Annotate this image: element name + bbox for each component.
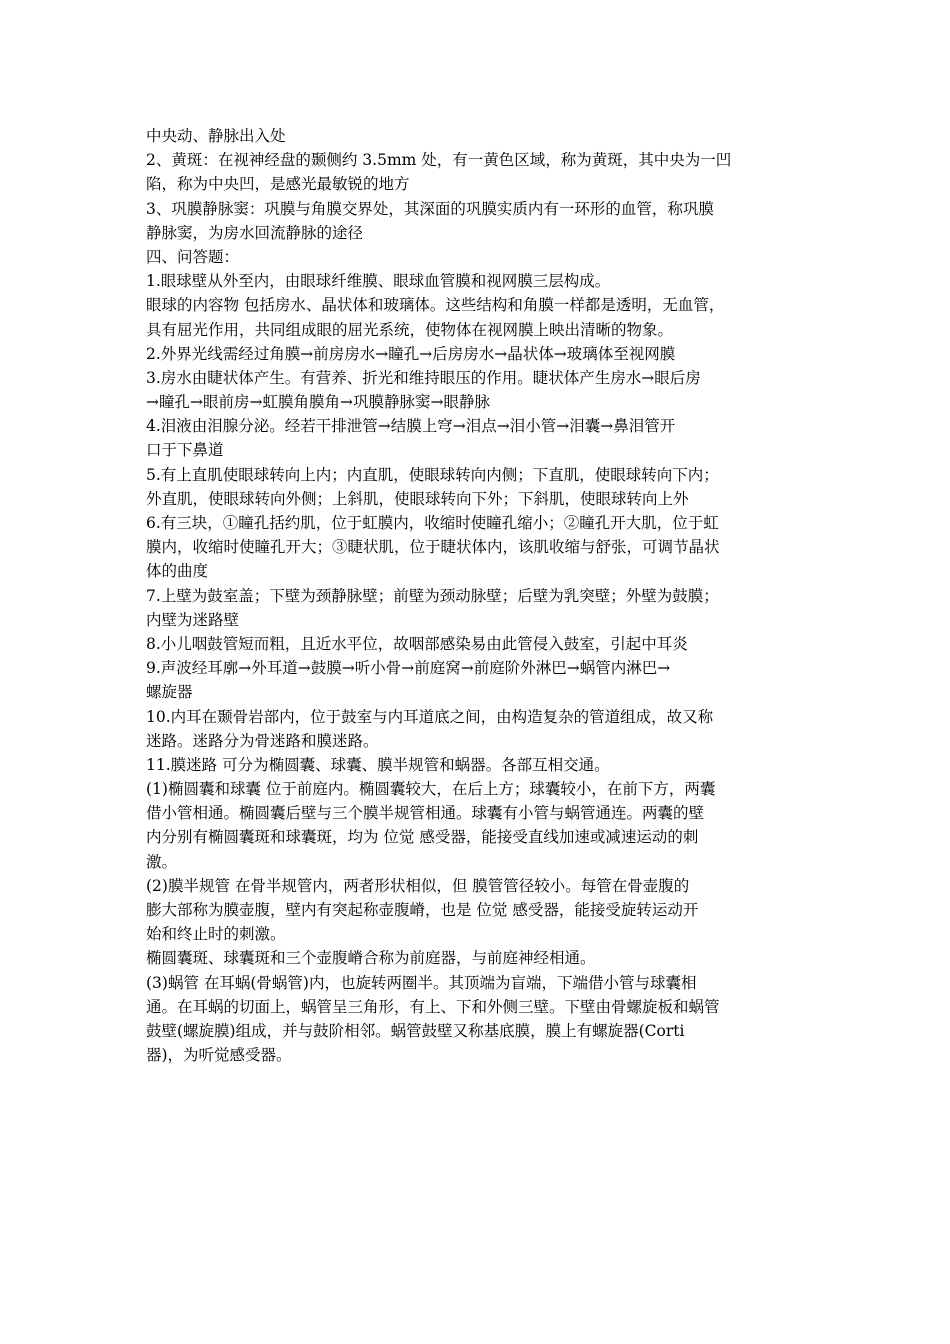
document-body: [146, 124, 826, 1067]
text-line: 1.眼球壁从外至内，由眼球纤维膜、眼球血管膜和视网膜三层构成。: [146, 272, 611, 291]
text-line: 借小管相通。椭圆囊后壁与三个膜半规管相通。球囊有小管与蜗管通连。两囊的壁: [146, 804, 705, 823]
text-line: 中央动、静脉出入处: [146, 127, 286, 145]
text-line: 10.内耳在颞骨岩部内，位于鼓室与内耳道底之间，由构造复杂的管道组成，故又称: [146, 707, 714, 726]
text-line: 11.膜迷路 可分为椭圆囊、球囊、膜半规管和蜗器。各部互相交通。: [146, 755, 610, 774]
text-line: 鼓壁(螺旋膜)组成，并与鼓阶相邻。蜗管鼓壁又称基底膜，膜上有螺旋器(Corti: [146, 1021, 685, 1040]
text-line: 膨大部称为膜壶腹，壁内有突起称壶腹嵴，也是 位觉 感受器，能接受旋转运动开: [146, 901, 699, 919]
text-line: 6.有三块，①瞳孔括约肌，位于虹膜内，收缩时使瞳孔缩小；②瞳孔开大肌，位于虹: [146, 514, 719, 532]
text-line: 9.声波经耳廓→外耳道→鼓膜→听小骨→前庭窝→前庭阶外淋巴→蜗管内淋巴→: [146, 659, 671, 678]
text-line: 体的曲度: [146, 562, 209, 581]
text-line: 四、问答题：: [146, 247, 240, 266]
text-line: 静脉窦，为房水回流静脉的途径: [146, 223, 364, 242]
text-line: (3)蜗管 在耳蜗(骨蜗管)内，也旋转两圈半。其顶端为盲端，下端借小管与球囊相: [146, 973, 697, 992]
text-line: 椭圆囊斑、球囊斑和三个壶腹嵴合称为前庭器，与前庭神经相通。: [146, 949, 596, 968]
text-line: 迷路。迷路分为骨迷路和膜迷路。: [146, 731, 379, 750]
text-line: 3.房水由睫状体产生。有营养、折光和维持眼压的作用。睫状体产生房水→眼后房: [146, 368, 701, 387]
text-line: 内分别有椭圆囊斑和球囊斑，均为 位觉 感受器，能接受直线加速或减速运动的刺: [146, 828, 699, 847]
text-line: 4.泪液由泪腺分泌。经若干排泄管→结膜上穹→泪点→泪小管→泪囊→鼻泪管开: [146, 417, 676, 436]
text-line: 8.小儿咽鼓管短而粗，且近水平位，故咽部感染易由此管侵入鼓室，引起中耳炎: [146, 634, 688, 653]
text-line: →瞳孔→眼前房→虹膜角膜角→巩膜静脉窦→眼静脉: [146, 393, 490, 412]
text-line: 内壁为迷路壁: [146, 610, 240, 629]
text-line: 口于下鼻道: [146, 441, 224, 460]
text-line: 2.外界光线需经过角膜→前房房水→瞳孔→后房房水→晶状体→玻璃体至视网膜: [146, 344, 676, 363]
text-line: 3、巩膜静脉窦：巩膜与角膜交界处，其深面的巩膜实质内有一环形的血管，称巩膜: [146, 199, 714, 218]
text-line: 眼球的内容物 包括房水、晶状体和玻璃体。这些结构和角膜一样都是透明，无血管，: [146, 296, 725, 315]
text-line: 激。: [146, 852, 178, 871]
text-line: 螺旋器: [146, 683, 193, 702]
text-line: (2)膜半规管 在骨半规管内，两者形状相似，但 膜管管径较小。每管在骨壶腹的: [146, 876, 690, 895]
text-line: 外直肌，使眼球转向外侧；上斜肌，使眼球转向下外；下斜肌，使眼球转向上外: [146, 489, 689, 508]
text-line: 器)，为听觉感受器。: [146, 1046, 292, 1065]
text-line: (1)椭圆囊和球囊 位于前庭内。椭圆囊较大，在后上方；球囊较小，在前下方，两囊: [146, 780, 716, 799]
text-line: 2、黄斑：在视神经盘的颞侧约 3.5mm 处，有一黄色区域，称为黄斑，其中央为一凹: [146, 151, 732, 170]
text-line: 陷，称为中央凹，是感光最敏锐的地方: [146, 175, 410, 194]
text-line: 膜内，收缩时使瞳孔开大；③睫状肌，位于睫状体内，该肌收缩与舒张，可调节晶状: [146, 538, 720, 557]
text-line: 通。在耳蜗的切面上，蜗管呈三角形，有上、下和外侧三壁。下壁由骨螺旋板和蜗管: [146, 997, 720, 1016]
text-line: 始和终止时的刺激。: [146, 925, 286, 944]
text-line: 7.上壁为鼓室盖；下壁为颈静脉壁；前壁为颈动脉壁；后壁为乳突壁；外壁为鼓膜；: [146, 586, 719, 605]
text-line: 5.有上直肌使眼球转向上内；内直肌，使眼球转向内侧；下直肌，使眼球转向下内；: [146, 465, 719, 484]
text-line: 具有屈光作用，共同组成眼的屈光系统，使物体在视网膜上映出清晰的物象。: [146, 320, 674, 339]
